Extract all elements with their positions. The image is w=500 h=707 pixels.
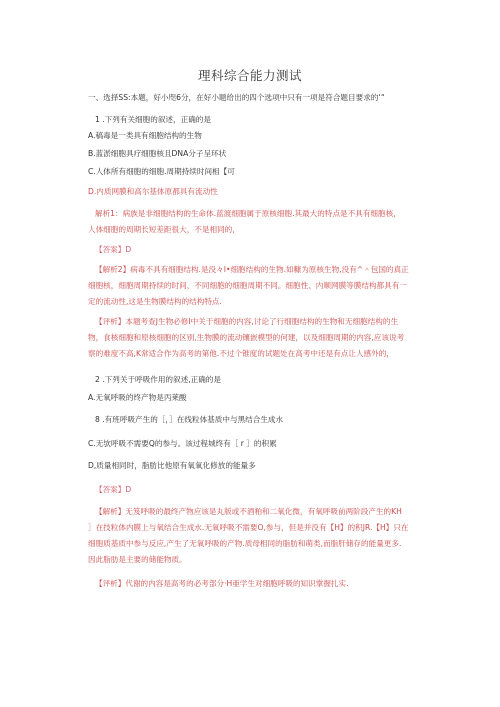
question-1-stem: 1 .下列有关细胞的叙述，正确的是	[95, 115, 211, 124]
question-2-explanation-line: ］在技粒体内膜上与氧结合生成水.无氧呼吸不需要O,参与，但是并没有【H】的积JR.【H】只在	[88, 523, 409, 532]
document-title: 理科综合能力测试	[197, 68, 302, 83]
question-1-comment-line: 【评析】本题考查J生物必修I中关于细胞的内容,讨论了行细胞结构的生物和无细胞结构的生	[95, 317, 399, 326]
question-1-answer: 【答案】D	[95, 245, 132, 254]
question-1-explanation-line: 细胞核，细胞周期持续的时间，不同细胞的细胞周期不同。细胞性、内顺网膜等膜结构都具有一	[88, 281, 407, 290]
question-2-option-c: C.无欤呼吸不需要Q的参与。该过程城终有［ r ］的积累	[88, 439, 277, 448]
question-2-stem: 2 .下列关于呼吸作用的叙述,正确的是	[95, 375, 221, 384]
question-1-comment-line: 察的难度不高,K常适合作为高考的第他.不过个锥度的试题处在高考中还是有点让人感外的，	[88, 349, 394, 358]
question-2-explanation-line: 因此脂肪是主要的储能物质。	[88, 555, 187, 564]
question-1-option-c: C.人体所有细胞的细胞.周期持续时间相【可	[88, 167, 235, 176]
question-1-comment-line: 物，食核细胞和原核细胞的区别,生物膜的流动镶嵌模型的何建，以及细胞周期的内容,应该说考	[88, 333, 405, 342]
question-2-explanation-line: 细胞质基质中参与反应,产生了无氧呼吸的产物.质母相同的脂肪和萌类,而脂肝储存的能量更多.	[88, 539, 402, 548]
question-2-option-a: A.无氧呼吸的终产物是丙莱酸	[88, 393, 187, 402]
question-2-answer: 【答案】D	[95, 485, 132, 494]
question-2-explanation-line: 【解析】无笈呼吸的最终产物应该是丸版或不酒粕和二氧化微，有氧呼吸前两阶段产生的KH	[95, 507, 402, 516]
question-1-option-b: B.蓝淤细胞具疗细胞核且DNA分子呈环状	[88, 149, 227, 158]
section-header: 一、选择SS:本题，好小咫6分，在好小题给出的四个选项中只有一项是符合题目要求的‘“	[88, 93, 385, 102]
question-1-explanation-line: 定的流动性,这是生物膜结构的结构特点.	[88, 297, 222, 306]
question-2-option-d: D,质量相同时，脂肪比他原有氧氧化修放的能量多	[88, 461, 256, 470]
question-1-option-a: A.稿毒是一类具有细胞结构的生物	[88, 131, 202, 140]
question-1-analysis-line: 人体细胞的周期长短差距很大，不是相同的，	[88, 225, 240, 234]
question-1-explanation-line: 【解析2】病毒不具有细胞结构.是没々I•细胞结构的生物.如糠为原核生物,没有^＾包国的真正	[95, 265, 409, 274]
question-2-option-b: 8 .有班呼吸产生的［，］在线粒体基质中与黑结合生成水	[95, 415, 284, 424]
question-2-comment: 【评析】代谢的内容是高考的必考部分·Η亜学生对细胞呼吸的知识掌握扎实.	[95, 579, 349, 588]
question-1-option-d: D.内质网膜和高尔基体原都具有流动性	[88, 187, 218, 196]
question-1-analysis-line: 解析1：病族是非细胞结构的生命体.蓝渡细胞属于原核细胞.其最大的特点是不具有细胞核，	[95, 209, 401, 218]
